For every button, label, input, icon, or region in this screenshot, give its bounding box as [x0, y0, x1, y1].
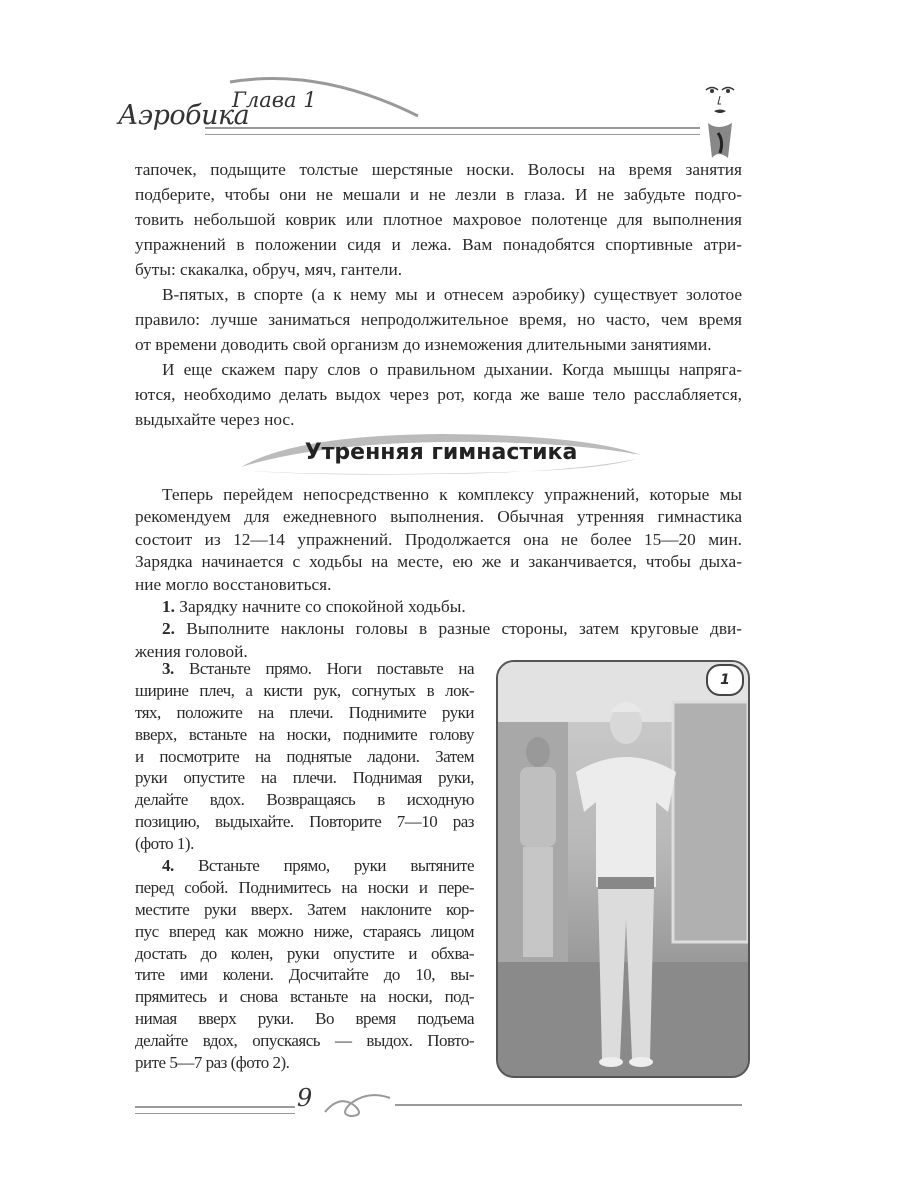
text-line	[135, 1030, 474, 1052]
chapter-label: Глава 1	[232, 88, 317, 112]
line-text: тите ими колени. Досчитайте до 10, вы-	[135, 965, 474, 985]
footer-curl-ornament	[320, 1090, 395, 1120]
line-text: В-пятых, в спорте (а к нему мы и отнесем аэробику) существует золотое	[162, 285, 742, 304]
line-text: ются, необходимо делать выдох через рот, когда же ваше тело расслабляется,	[135, 385, 742, 404]
line-text: (фото 1).	[135, 834, 194, 854]
line-text: упражнений в положении сидя и лежа. Вам понадобятся спортивные атри-	[135, 235, 742, 254]
text-line	[135, 1008, 474, 1030]
woman-exercising-image	[498, 662, 748, 1076]
text-line	[135, 182, 742, 207]
text-line	[135, 157, 742, 182]
text-line	[135, 596, 742, 618]
text-line	[135, 332, 742, 357]
footer-rule-left	[135, 1106, 295, 1114]
page-number: 9	[297, 1084, 313, 1112]
text-line	[135, 618, 742, 640]
line-text: состоит из 12—14 упражнений. Продолжается она не более 15—20 мин.	[135, 529, 742, 549]
line-text: тапочек, подыщите толстые шерстяные носки. Волосы на время занятия	[135, 160, 742, 179]
line-text: позицию, выдыхайте. Повторите 7—10 раз	[135, 812, 474, 832]
footer-rule-right	[395, 1104, 742, 1106]
text-line	[135, 702, 474, 724]
text-line	[135, 877, 474, 899]
text-line	[135, 833, 474, 855]
text-line	[135, 921, 474, 943]
text-line	[135, 746, 474, 768]
step-number: 3.	[162, 659, 174, 678]
line-text: делайте вдох. Возвращаясь в исходную	[135, 790, 474, 810]
step-number: 2.	[162, 619, 175, 639]
text-line	[135, 257, 742, 282]
text-line	[135, 855, 474, 877]
line-text: товить небольшой коврик или плотное махровое полотенце для выполнения	[135, 210, 742, 229]
line-text: Зарядку начните со спокойной ходьбы.	[174, 596, 466, 616]
text-line	[135, 382, 742, 407]
line-text: буты: скакалка, обруч, мяч, гантели.	[135, 260, 403, 279]
book-title: Аэробика	[118, 100, 250, 131]
text-line	[135, 964, 474, 986]
text-line	[135, 680, 474, 702]
line-text: жения головой.	[135, 641, 248, 661]
text-line	[135, 899, 474, 921]
text-line	[135, 986, 474, 1008]
line-text: делайте вдох, опускаясь — выдох. Повто-	[135, 1031, 474, 1051]
photo-number-badge: 1	[706, 664, 744, 696]
text-line	[135, 232, 742, 257]
line-text: нимая вверх руки. Во время подъема	[135, 1009, 474, 1029]
exercise-photo	[496, 660, 750, 1078]
text-line	[135, 767, 474, 789]
text-line	[135, 506, 742, 528]
intro-paragraphs	[135, 157, 742, 432]
line-text: и посмотрите на поднятые ладони. Затем	[135, 746, 474, 766]
line-text: ширине плеч, а кисти рук, согнутых в лок-	[135, 680, 474, 700]
text-line	[135, 658, 474, 680]
line-text: подберите, чтобы они не мешали и не лезли в глаза. И не забудьте подго-	[135, 185, 742, 204]
line-text: Встаньте прямо. Ноги поставьте на	[173, 659, 474, 678]
text-line	[135, 724, 474, 746]
text-line	[135, 407, 742, 432]
text-line	[135, 357, 742, 382]
text-line	[135, 943, 474, 965]
line-text: выдыхайте через нос.	[135, 410, 295, 429]
exercise-steps	[135, 658, 474, 1074]
line-text: тях, положите на плечи. Поднимите руки	[135, 702, 474, 722]
line-text: прямитесь и снова встаньте на носки, под-	[135, 987, 474, 1007]
text-line	[135, 529, 742, 551]
line-text: ние могло восстановиться.	[135, 574, 332, 594]
exercise-intro	[135, 484, 742, 663]
text-line	[135, 789, 474, 811]
step-number: 1.	[162, 596, 175, 616]
line-text: руки опустите на плечи. Поднимая руки,	[135, 768, 474, 788]
text-line	[135, 551, 742, 573]
text-line	[135, 484, 742, 506]
line-text: Зарядка начинается с ходьбы на месте, ею же и заканчивается, чтобы дыха-	[135, 552, 742, 572]
line-text: пус вперед как можно ниже, стараясь лицом	[135, 921, 474, 941]
line-text: достать до колен, руки опустите и обхва-	[135, 943, 474, 963]
line-text: Встаньте прямо, руки вытяните	[173, 856, 474, 876]
line-text: Выполните наклоны головы в разные стороны, затем круговые дви-	[174, 619, 742, 639]
text-line	[135, 811, 474, 833]
text-line	[135, 307, 742, 332]
face-ornament-icon	[700, 78, 740, 163]
text-line	[135, 282, 742, 307]
step-number: 4.	[162, 856, 174, 876]
text-line	[135, 574, 742, 596]
line-text: от времени доводить свой организм до изнеможения длительными занятиями.	[135, 335, 712, 354]
line-text: рите 5—7 раз (фото 2).	[135, 1053, 290, 1073]
line-text: перед собой. Поднимитесь на носки и пере-	[135, 877, 474, 897]
line-text: местите руки вверх. Затем наклоните кор-	[135, 899, 474, 919]
line-text: правило: лучше заниматься непродолжительное время, но часто, чем время	[135, 310, 742, 329]
section-heading-banner	[236, 431, 646, 477]
line-text: рекомендуем для ежедневного выполнения. Обычная утренняя гимнастика	[135, 507, 742, 527]
line-text: И еще скажем пару слов о правильном дыхании. Когда мышцы напряга-	[162, 360, 742, 379]
text-line	[135, 1052, 474, 1074]
section-title: Утренняя гимнастика	[304, 440, 578, 465]
header-rule	[205, 127, 700, 135]
line-text: вверх, встаньте на носки, поднимите голову	[135, 724, 474, 744]
text-line	[135, 207, 742, 232]
line-text: Теперь перейдем непосредственно к комплексу упражнений, которые мы	[162, 485, 742, 504]
